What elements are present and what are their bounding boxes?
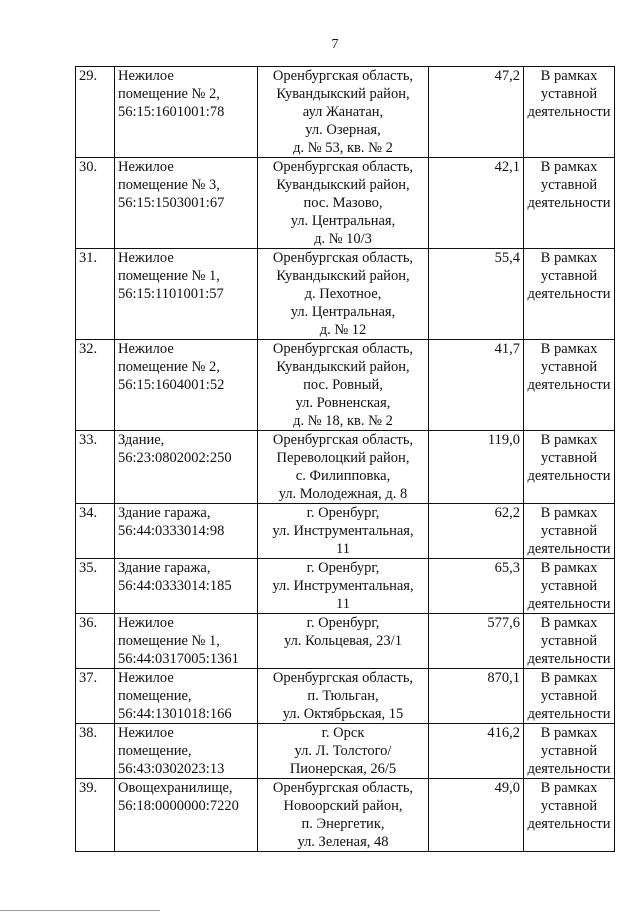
table-row (76, 559, 615, 614)
property-address: Оренбургская область, Кувандыкский район, д. Пехотное, ул. Центральная, д. № 12 (258, 249, 429, 340)
table-row (76, 779, 615, 852)
property-purpose: В рамках уставной деятельности (524, 340, 615, 431)
property-name: Нежилое помещение № 1, 56:44:0317005:1361 (115, 614, 258, 669)
property-area: 47,2 (429, 67, 524, 158)
property-purpose: В рамках уставной деятельности (524, 249, 615, 340)
table-row (76, 504, 615, 559)
property-name: Здание, 56:23:0802002:250 (115, 431, 258, 504)
row-number: 34. (76, 504, 115, 559)
property-name: Здание гаража, 56:44:0333014:98 (115, 504, 258, 559)
property-name: Нежилое помещение, 56:43:0302023:13 (115, 724, 258, 779)
property-area: 65,3 (429, 559, 524, 614)
row-number: 38. (76, 724, 115, 779)
property-area: 577,6 (429, 614, 524, 669)
property-address: Оренбургская область, Кувандыкский район, пос. Мазово, ул. Центральная, д. № 10/3 (258, 158, 429, 249)
property-table (75, 66, 615, 852)
property-purpose: В рамках уставной деятельности (524, 431, 615, 504)
property-address: г. Орск ул. Л. Толстого/ Пионерская, 26/5 (258, 724, 429, 779)
property-address: г. Оренбург, ул. Кольцевая, 23/1 (258, 614, 429, 669)
row-number: 37. (76, 669, 115, 724)
property-name: Нежилое помещение № 2, 56:15:1604001:52 (115, 340, 258, 431)
table-row (76, 67, 615, 158)
property-address: Оренбургская область, Переволоцкий район, с. Филипповка, ул. Молодежная, д. 8 (258, 431, 429, 504)
row-number: 35. (76, 559, 115, 614)
property-name: Нежилое помещение, 56:44:1301018:166 (115, 669, 258, 724)
property-area: 55,4 (429, 249, 524, 340)
property-purpose: В рамках уставной деятельности (524, 158, 615, 249)
property-area: 49,0 (429, 779, 524, 852)
property-address: Оренбургская область, Кувандыкский район, аул Жанатан, ул. Озерная, д. № 53, кв. № 2 (258, 67, 429, 158)
property-area: 62,2 (429, 504, 524, 559)
row-number: 39. (76, 779, 115, 852)
property-purpose: В рамках уставной деятельности (524, 724, 615, 779)
property-name: Овощехранилище, 56:18:0000000:7220 (115, 779, 258, 852)
property-address: Оренбургская область, п. Тюльган, ул. Октябрьская, 15 (258, 669, 429, 724)
row-number: 31. (76, 249, 115, 340)
page-number: 7 (331, 37, 339, 52)
property-address: Оренбургская область, Кувандыкский район, пос. Ровный, ул. Ровненская, д. № 18, кв. № 2 (258, 340, 429, 431)
property-purpose: В рамках уставной деятельности (524, 67, 615, 158)
property-area: 870,1 (429, 669, 524, 724)
property-area: 119,0 (429, 431, 524, 504)
property-address: г. Оренбург, ул. Инструментальная, 11 (258, 559, 429, 614)
property-purpose: В рамках уставной деятельности (524, 669, 615, 724)
row-number: 36. (76, 614, 115, 669)
table-row (76, 724, 615, 779)
bottom-divider (0, 910, 160, 911)
property-area: 416,2 (429, 724, 524, 779)
property-address: г. Оренбург, ул. Инструментальная, 11 (258, 504, 429, 559)
table-row (76, 614, 615, 669)
table-row (76, 340, 615, 431)
table-row (76, 249, 615, 340)
property-name: Здание гаража, 56:44:0333014:185 (115, 559, 258, 614)
row-number: 30. (76, 158, 115, 249)
property-name: Нежилое помещение № 2, 56:15:1601001:78 (115, 67, 258, 158)
table-row (76, 431, 615, 504)
property-area: 41,7 (429, 340, 524, 431)
property-area: 42,1 (429, 158, 524, 249)
table-row (76, 158, 615, 249)
property-purpose: В рамках уставной деятельности (524, 779, 615, 852)
property-purpose: В рамках уставной деятельности (524, 559, 615, 614)
property-purpose: В рамках уставной деятельности (524, 504, 615, 559)
row-number: 33. (76, 431, 115, 504)
row-number: 32. (76, 340, 115, 431)
property-address: Оренбургская область, Новоорский район, п. Энергетик, ул. Зеленая, 48 (258, 779, 429, 852)
row-number: 29. (76, 67, 115, 158)
property-name: Нежилое помещение № 3, 56:15:1503001:67 (115, 158, 258, 249)
property-name: Нежилое помещение № 1, 56:15:1101001:57 (115, 249, 258, 340)
property-table-body (76, 67, 615, 852)
property-purpose: В рамках уставной деятельности (524, 614, 615, 669)
table-row (76, 669, 615, 724)
